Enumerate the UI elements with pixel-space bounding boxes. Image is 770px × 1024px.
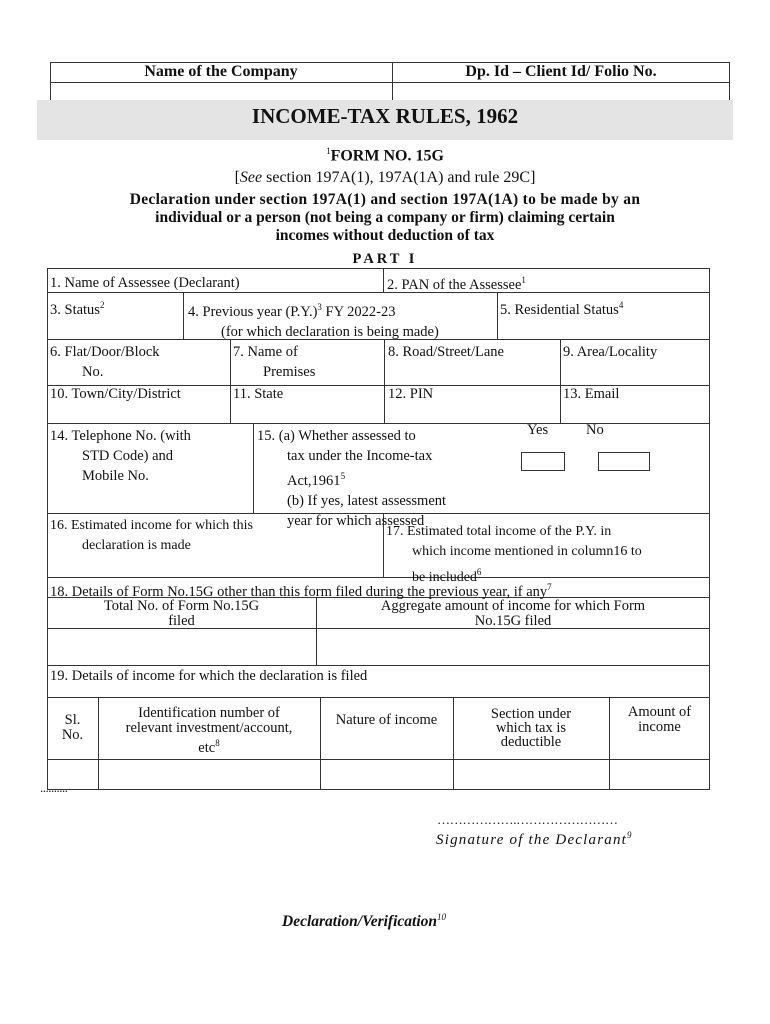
field-label: (b) If yes, latest assessment [287, 492, 447, 509]
field-label: be included [412, 569, 477, 585]
divider [183, 292, 184, 339]
field-whether-assessed [257, 426, 446, 531]
field-label: 17. Estimated total income of the P.Y. in [386, 524, 612, 539]
footnote-sup: 10 [437, 912, 446, 922]
col-label: which tax is [495, 720, 567, 736]
field-previous-year[interactable] [188, 297, 439, 342]
see-rest: section 197A(1), 197A(1A) and rule 29C] [262, 169, 536, 186]
form-number-text: FORM NO. 15G [330, 147, 444, 165]
yes-label: Yes [527, 422, 549, 438]
total-15g-input[interactable] [48, 629, 315, 664]
footnote-sup: 5 [340, 471, 346, 481]
declaration-heading-1: Declaration under section 197A(1) and section 197A(1A) to be made by an [129, 191, 641, 208]
see-section-line [0, 169, 770, 187]
previous-year-value: FY 2022-23 [321, 303, 396, 320]
footnote-sup: 4 [618, 300, 624, 310]
field-label: 15. (a) Whether assessed to [257, 428, 416, 444]
col-label: Section under [490, 706, 572, 722]
field-label: Aggregate amount of income for which Form [380, 598, 646, 614]
no-label: No [586, 422, 604, 438]
field-pin[interactable] [388, 384, 433, 404]
field-label: tax under the Income-tax [287, 448, 433, 464]
field-label: 9. Area/Locality [563, 344, 658, 360]
yes-checkbox[interactable] [521, 452, 565, 471]
col-label: Sl. [64, 712, 81, 728]
field-label: 11. State [233, 386, 284, 402]
signature-dotted-line[interactable]: ……………….…………………… [437, 812, 618, 827]
footnote-mark: 1 [326, 146, 331, 156]
col-nature-of-income: Nature of income [335, 712, 438, 728]
field-label: 3. Status [50, 301, 100, 318]
field-state[interactable] [233, 384, 283, 404]
field-label: 5. Residential Status [500, 301, 619, 318]
field-label: 8. Road/Street/Lane [388, 344, 504, 360]
company-name-field[interactable] [51, 83, 391, 101]
part-label: PART I [352, 251, 418, 267]
field-town-city-district[interactable] [50, 384, 181, 404]
divider [384, 339, 385, 423]
aggregate-income-input[interactable] [317, 629, 709, 664]
footnote-sup: 8 [215, 738, 220, 748]
income-row-section[interactable] [454, 760, 608, 789]
field-label: 14. Telephone No. (with [50, 428, 191, 444]
col-identification-number [98, 706, 320, 756]
field-label: 7. Name of [233, 344, 298, 360]
footnote-sup: 6 [476, 567, 482, 577]
signature-label [436, 830, 633, 849]
field-label: Act,1961 [287, 472, 341, 489]
field-label: 1. Name of Assessee (Declarant) [50, 275, 240, 291]
verification-heading [282, 912, 446, 931]
dotted-line: .......... [40, 780, 68, 795]
col-label: No. [61, 727, 84, 743]
col-label: Identification number of [138, 705, 280, 721]
field-label: No.15G filed [474, 613, 552, 629]
company-name-label: Name of the Company [144, 63, 298, 80]
field-label: Mobile No. [82, 468, 149, 484]
field-label: 6. Flat/Door/Block [50, 344, 160, 360]
field-label: 19. Details of income for which the declaration is filed [50, 668, 368, 684]
field-label: Premises [263, 364, 316, 380]
signature-text: Signature of the Declarant [436, 832, 628, 848]
field-telephone[interactable] [50, 426, 191, 486]
divider [230, 339, 231, 423]
field-label: which income mentioned in column16 to [412, 544, 642, 559]
declaration-heading-2: individual or a person (not being a company or firm) claiming certain [155, 209, 615, 226]
dp-client-folio-label: Dp. Id – Client Id/ Folio No. [465, 63, 657, 80]
field-label: 12. PIN [388, 386, 434, 402]
col-label: income [638, 719, 681, 735]
previous-year-note: (for which declaration is being made) [221, 323, 439, 340]
divider [383, 268, 384, 292]
income-row-identification[interactable] [99, 760, 319, 789]
footnote-sup: 7 [547, 582, 552, 592]
see-italic: See [239, 169, 263, 186]
field-label: filed [168, 613, 195, 629]
divider [47, 697, 710, 698]
field-name-of-assessee[interactable] [50, 273, 240, 293]
col-amount-of-income [609, 705, 710, 735]
field-label: 10. Town/City/District [50, 386, 181, 402]
income-row-nature[interactable] [321, 760, 452, 789]
income-row-amount[interactable] [610, 760, 709, 789]
col-label: relevant investment/account, [125, 720, 293, 736]
col-section [453, 707, 609, 749]
field-label: No. [82, 364, 104, 380]
divider [560, 339, 561, 423]
field-label: year for which assessed [287, 512, 425, 529]
field-status[interactable] [50, 295, 104, 320]
footnote-sup: 2 [99, 300, 105, 310]
field-email[interactable] [563, 384, 619, 404]
field-label: 13. Email [563, 386, 620, 402]
bracket: [ [234, 169, 240, 186]
field-label: 2. PAN of the Assessee [387, 276, 522, 293]
form-number [0, 146, 770, 165]
col-label: deductible [500, 734, 562, 750]
total-15g-col-header [47, 599, 316, 629]
field-residential-status[interactable] [500, 295, 623, 320]
field-name-of-premises[interactable] [233, 342, 315, 382]
footnote-sup: 3 [317, 302, 322, 312]
declaration-heading-3: incomes without deduction of tax [275, 227, 495, 244]
col-sl-no [47, 713, 98, 743]
no-checkbox[interactable] [598, 452, 650, 471]
field-label: 18. Details of Form No.15G other than this form filed during the previous year, if any [50, 583, 548, 600]
col-label: Amount of [627, 704, 692, 720]
field-estimated-income[interactable] [50, 516, 253, 556]
field-label: STD Code) and [82, 448, 174, 464]
field-label: Total No. of Form No.15G [103, 598, 260, 614]
aggregate-income-col-header [316, 599, 710, 629]
field-label: 4. Previous year (P.Y.) [188, 303, 318, 320]
field-income-details [50, 666, 367, 686]
footnote-sup: 9 [627, 830, 633, 840]
field-pan[interactable] [387, 270, 526, 295]
divider [47, 423, 710, 424]
col-label: etc [198, 739, 216, 756]
verification-text: Declaration/Verification [282, 913, 437, 931]
field-label: declaration is made [82, 538, 191, 553]
rules-title: INCOME-TAX RULES, 1962 [251, 104, 519, 128]
dp-client-folio-field[interactable] [393, 83, 729, 101]
field-label: 16. Estimated income for which this [50, 518, 253, 533]
divider [253, 423, 254, 513]
field-area-locality[interactable] [563, 342, 657, 362]
footnote-sup: 1 [521, 275, 526, 285]
field-road-street-lane[interactable] [388, 342, 504, 362]
divider [497, 292, 498, 339]
field-flat-door-block[interactable] [50, 342, 160, 382]
